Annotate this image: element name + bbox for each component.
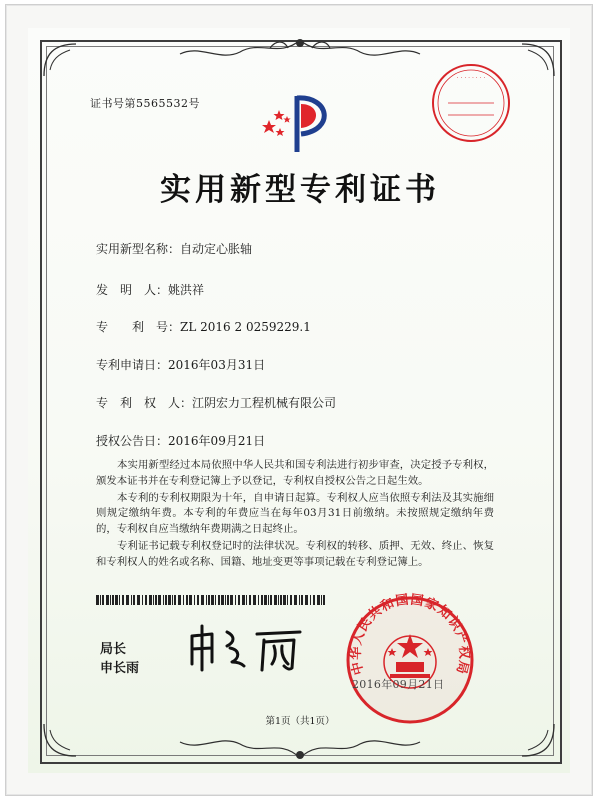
field-label: 实用新型名称： (96, 242, 181, 256)
barcode-bar (258, 595, 259, 605)
barcode-bar (126, 595, 129, 605)
barcode (96, 595, 326, 605)
signatory-title: 局长 (100, 642, 127, 657)
barcode-bar (137, 595, 140, 605)
field-value: ZL 2016 2 0259229.1 (180, 320, 311, 334)
barcode-bar (249, 595, 251, 605)
barcode-bar (299, 595, 300, 605)
barcode-bar (100, 595, 101, 605)
barcode-bar (218, 595, 220, 605)
sipo-logo (255, 90, 345, 160)
barcode-bar (174, 595, 176, 605)
barcode-bar (178, 595, 181, 605)
field-patentee (96, 394, 336, 411)
barcode-bar (206, 595, 207, 605)
field-patent-number (96, 318, 311, 335)
body-paragraph: 专利证书记载专利权登记时的法律状况。专利权的转移、质押、无效、终止、恢复和专利权人的姓名或名称、国籍、地址变更等事项记载在专利登记簿上。 (96, 539, 494, 568)
body-paragraph: 本实用新型经过本局依照中华人民共和国专利法进行初步审查，决定授予专利权，颁发本证书并在专利登记簿上予以登记，专利权自授权公告之日起生效。 (96, 459, 494, 487)
field-application-date (96, 356, 265, 373)
barcode-bar (242, 595, 245, 605)
barcode-bar (215, 595, 216, 605)
barcode-bar (261, 595, 263, 605)
barcode-bar (119, 595, 120, 605)
barcode-bar (102, 595, 104, 605)
certificate-number: 证书号第5565532号 (90, 97, 200, 110)
barcode-bar (313, 595, 315, 605)
barcode-bar (253, 595, 256, 605)
handwritten-signature (182, 618, 312, 678)
field-label: 授权公告日： (96, 434, 169, 448)
bottom-ornament (150, 730, 450, 764)
barcode-bar (155, 595, 157, 605)
barcode-bar (194, 595, 195, 605)
barcode-bar (278, 595, 279, 605)
barcode-bar (268, 595, 269, 605)
barcode-bar (201, 595, 204, 605)
barcode-bar (225, 595, 226, 605)
barcode-bar (321, 595, 322, 605)
barcode-bar (122, 595, 124, 605)
field-label: 专利申请日： (96, 358, 169, 372)
barcode-bar (158, 595, 161, 605)
seal-date: 2016年09月21日 (352, 678, 445, 691)
barcode-bar (305, 595, 308, 605)
barcode-bar (106, 595, 109, 605)
field-value: 2016年03月31日 (168, 358, 266, 372)
barcode-bar (290, 595, 292, 605)
barcode-bar (310, 595, 311, 605)
barcode-bar (197, 595, 199, 605)
barcode-bar (145, 595, 147, 605)
barcode-bar (294, 595, 297, 605)
barcode-bar (189, 595, 192, 605)
field-label: 专 利 权 人： (96, 396, 193, 410)
page-number: 第1页（共1页） (265, 716, 335, 727)
barcode-bar (274, 595, 277, 605)
barcode-bar (142, 595, 143, 605)
official-seal (340, 590, 480, 730)
barcode-bar (264, 595, 267, 605)
barcode-bar (115, 595, 118, 605)
barcode-bar (131, 595, 132, 605)
barcode-bar (153, 595, 154, 605)
corner-ornament-tr (518, 40, 558, 80)
barcode-bar (186, 595, 188, 605)
field-label: 专 利 号： (96, 320, 181, 334)
barcode-bar (270, 595, 272, 605)
field-value: 姚洪祥 (168, 283, 205, 297)
barcode-bar (221, 595, 224, 605)
certificate-title: 实用新型专利证书 (160, 172, 440, 208)
barcode-bar (227, 595, 229, 605)
top-ornament (150, 36, 450, 66)
barcode-bar (172, 595, 173, 605)
agency-stamp (430, 62, 512, 144)
barcode-bar (211, 595, 214, 605)
barcode-bar (323, 595, 325, 605)
barcode-bar (283, 595, 286, 605)
barcode-bar (133, 595, 135, 605)
barcode-bar (280, 595, 282, 605)
barcode-bar (317, 595, 320, 605)
barcode-bar (238, 595, 240, 605)
barcode-bar (235, 595, 236, 605)
seal-text: 中华人民共和国国家知识产权局 (348, 592, 472, 677)
field-utility-model-name (96, 240, 252, 257)
barcode-bar (287, 595, 288, 605)
field-value: 自动定心胀轴 (180, 242, 253, 256)
field-label: 发 明 人： (96, 283, 169, 297)
barcode-bar (168, 595, 171, 605)
field-value: 2016年09月21日 (168, 434, 266, 448)
barcode-bar (230, 595, 233, 605)
body-paragraph: 本专利的专利权期限为十年，自申请日起算。专利权人应当依照专利法及其实施细则规定缴纳年费。本专利的年费应当在每年03月31日前缴纳。未按照规定缴纳年费的，专利权自应当缴纳年费期满之日起终止。 (96, 491, 494, 536)
field-grant-date (96, 432, 265, 449)
barcode-bar (110, 595, 111, 605)
barcode-bar (149, 595, 152, 605)
barcode-bar (165, 595, 167, 605)
barcode-bar (208, 595, 210, 605)
barcode-bar (163, 595, 164, 605)
barcode-bar (96, 595, 99, 605)
svg-text:· · · · · · · ·: · · · · · · · · (456, 75, 486, 82)
field-inventor (96, 281, 204, 298)
certificate-body (96, 458, 494, 572)
barcode-bar (246, 595, 247, 605)
barcode-bar (112, 595, 114, 605)
corner-ornament-tl (40, 40, 80, 80)
barcode-bar (183, 595, 184, 605)
signatory-name: 申长雨 (100, 661, 140, 676)
field-value: 江阴宏力工程机械有限公司 (192, 396, 337, 410)
barcode-bar (301, 595, 303, 605)
